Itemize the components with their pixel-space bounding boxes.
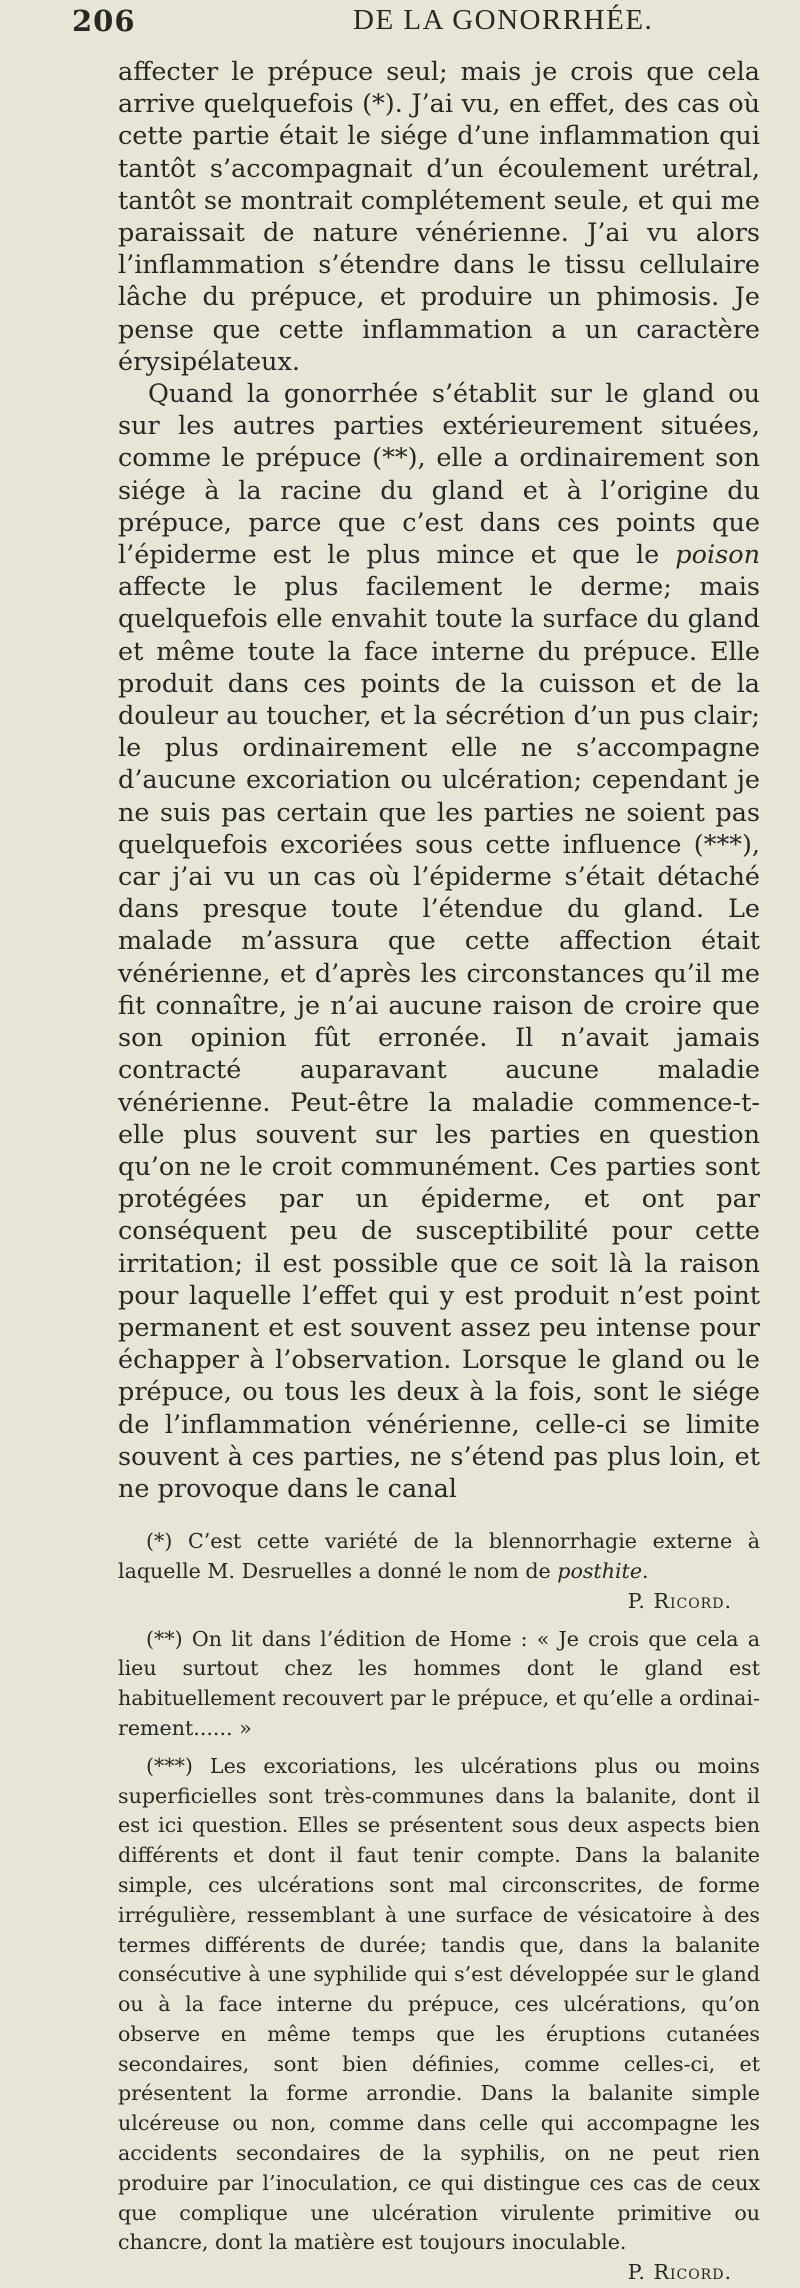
- footnote-1: [118, 1527, 760, 1616]
- text-run: affecter le prépuce seul; mais je crois que cela arrive quelquefois (*). J’ai vu, en effet, des cas où cette partie était le siége d’une inflammation qui tantôt s’accompagnait d’un écoulement urétral, tantôt se montrait complétement seule, et qui me paraissait de nature vénérienne. J’ai vu alors l’inflammation s’étendre dans le tissu cellulaire lâche du prépuce, et produire un phimosis. Je pense que cette inflammation a un caractère érysipélateux.: [118, 57, 760, 377]
- footnote-signature: P. Ricord.: [627, 2260, 732, 2285]
- text-run: (**) On lit dans l’édition de Home : « Je crois que cela a lieu surtout chez les hommes dont le gland est habituellement recouvert par le prépuce, et qu’elle a ordinairement...... »: [118, 1626, 760, 1740]
- text-run: affecte le plus facilement le derme; mais quelquefois elle envahit toute la surface du gland et même toute la face interne du prépuce. Elle produit dans ces points de la cuisson et de la douleur au toucher, et la sécrétion d’un pus clair; le plus ordinairement elle ne s’accompagne d’aucune excoriation ou ulcération; cependant je ne suis pas certain que les parties ne soient pas quelquefois excoriées sous cette influence (***), car j’ai vu un cas où l’épiderme s’était détaché dans presque toute l’étendue du gland. Le malade m’assura que cette affection était vénérienne, et d’après les circonstances qu’il me fit connaître, je n’ai aucune raison de croire que son opinion fût erronée. Il n’avait jamais contracté auparavant aucune maladie vénérienne. Peut-être la maladie commence-t-elle plus souvent sur les parties en question qu’on ne le croit communément. Ces parties sont protégées par un épiderme, et ont par conséquent peu de susceptibilité pour cette irritation; il est possible que ce soit là la raison pour laquelle l’effet qui y est produit n’est point permanent et est souvent assez peu intense pour échapper à l’observation. Lorsque le gland ou le prépuce, ou tous les deux à la fois, sont le siége de l’inflammation vénérienne, celle-ci se limite souvent à ces parties, ne s’étend pas plus loin, et ne provoque dans le canal: [118, 572, 760, 1504]
- page-number: 206: [72, 4, 136, 38]
- text-run: (***) Les excoriations, les ulcérations plus ou moins superficielles sont très-communes dans la balanite, dont il est ici question. Elles se présentent sous deux aspects bien différents et dont il faut tenir compte. Dans la balanite simple, ces ulcérations sont mal circonscrites, de forme irrégulière, ressemblant à une surface de vésicatoire à des termes différents de durée; tandis que, dans la balanite consécutive à une syphilide qui s’est développée sur le gland ou à la face interne du prépuce, ces ulcérations, qu’on observe en même temps que les éruptions cutanées secondaires, sont bien définies, comme celles-ci, et présentent la forme arrondie. Dans la balanite simple ulcéreuse ou non, comme dans celle qui accompagne les accidents secondaires de la syphilis, on ne peut rien produire par l’inoculation, ce qui distingue ces cas de ceux que complique une ulcération virulente primitive ou chancre, dont la matière est toujours inoculable.: [118, 1753, 760, 2255]
- paragraph-2: [118, 378, 760, 1505]
- italic-text: posthite: [557, 1558, 643, 1583]
- footnote-3: [118, 1752, 760, 2288]
- footnote-separator: [118, 1505, 760, 1527]
- footnotes: [118, 1527, 760, 2288]
- footnote-signature: P. Ricord.: [627, 1588, 732, 1613]
- footnote-2: [118, 1625, 760, 1744]
- running-head: [38, 0, 760, 54]
- text-run: Quand la gonorrhée s’établit sur le gland ou sur les autres parties extérieurement situées, comme le prépuce (**), elle a ordinairement son siége à la racine du gland et à l’origine du prépuce, parce que c’est dans ces points que l’épiderme est le plus mince et que le: [118, 379, 760, 571]
- italic-text: poison: [675, 540, 760, 571]
- paragraph-1: [118, 56, 760, 378]
- text-run: (*) C’est cette variété de la blennorrhagie externe à laquelle M. Desruelles a donné le nom de: [118, 1529, 760, 1583]
- body-text: [118, 56, 760, 1505]
- text-run: .: [642, 1558, 649, 1583]
- running-title: DE LA GONORRHÉE.: [353, 4, 654, 36]
